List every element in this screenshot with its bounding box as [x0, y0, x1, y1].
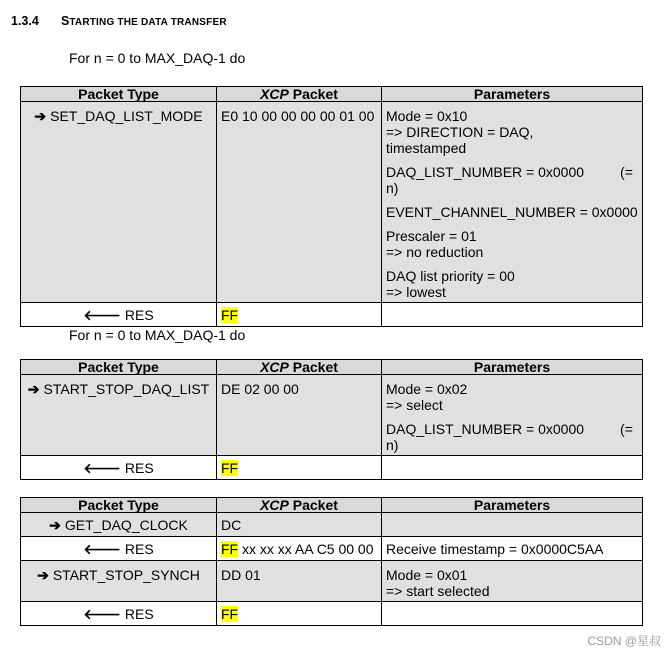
- xcp-packet-cell: DD 01: [217, 561, 382, 602]
- response-parameters-cell: [382, 602, 643, 626]
- packet-type-cell: [21, 102, 217, 303]
- arrow-right-icon: ➔: [27, 381, 40, 397]
- arrow-left-icon: 🡐: [83, 606, 121, 622]
- table-row: [21, 513, 643, 537]
- response-type-cell: 🡐 RES: [21, 602, 217, 626]
- response-parameters-cell: [382, 303, 643, 327]
- parameters-cell: Mode = 0x01 => start selected: [382, 561, 643, 602]
- header-parameters: Parameters: [382, 498, 643, 513]
- arrow-left-icon: 🡐: [83, 541, 121, 557]
- table-row: [21, 303, 643, 327]
- table-row: [21, 561, 643, 602]
- table-row: [21, 537, 643, 561]
- arrow-right-icon: ➔: [37, 567, 49, 583]
- table-daq-clock-synch: [20, 497, 643, 626]
- table-row: [21, 602, 643, 626]
- table-start-stop-daq-list: [20, 359, 643, 480]
- response-packet-cell: FF: [217, 602, 382, 626]
- header-packet-type: Packet Type: [21, 87, 217, 102]
- arrow-left-icon: 🡐: [83, 460, 121, 476]
- table-row: [21, 375, 643, 456]
- command-name: SET_DAQ_LIST_MODE: [50, 108, 203, 124]
- response-type-cell: 🡐 RES: [21, 456, 217, 480]
- section-heading: [11, 14, 227, 28]
- response-packet-cell: FF: [217, 303, 382, 327]
- packet-type-cell: ➔ GET_DAQ_CLOCK: [21, 513, 217, 537]
- packet-type-cell: ➔ START_STOP_DAQ_LIST: [21, 375, 217, 456]
- table-set-daq-list-mode: [20, 86, 643, 327]
- section-title-rest: TARTING THE DATA TRANSFER: [69, 17, 227, 28]
- arrow-right-icon: ➔: [34, 108, 47, 124]
- header-packet-type: Packet Type: [21, 360, 217, 375]
- xcp-packet-cell: E0 10 00 00 00 00 01 00: [217, 102, 382, 303]
- watermark: CSDN @星叔: [587, 634, 661, 648]
- arrow-right-icon: ➔: [49, 517, 61, 533]
- table-row: [21, 102, 643, 303]
- parameters-cell: Mode = 0x10 => DIRECTION = DAQ, timestamped DAQ_LIST_NUMBER = 0x0000 (= n) EVENT_CHANNEL_NUMBER = 0x0000 Prescaler = 01 => no reduction DAQ list priority = 00 => lowest: [382, 102, 643, 303]
- packet-type-cell: ➔ START_STOP_SYNCH: [21, 561, 217, 602]
- response-packet-cell: FF: [217, 456, 382, 480]
- section-number: 1.3.4: [11, 14, 39, 28]
- response-parameters-cell: [382, 456, 643, 480]
- table-row: [21, 456, 643, 480]
- arrow-left-icon: 🡐: [83, 307, 121, 323]
- loop-label-2: For n = 0 to MAX_DAQ-1 do: [69, 327, 246, 343]
- loop-label-1: For n = 0 to MAX_DAQ-1 do: [69, 50, 246, 66]
- parameters-cell: Mode = 0x02 => select DAQ_LIST_NUMBER = 0x0000 (= n): [382, 375, 643, 456]
- section-title-initial: S: [61, 14, 70, 28]
- header-parameters: Parameters: [382, 360, 643, 375]
- header-xcp-packet: XCP Packet: [217, 498, 382, 513]
- response-parameters-cell: Receive timestamp = 0x0000C5AA: [382, 537, 643, 561]
- header-xcp-packet: XCP Packet: [217, 87, 382, 102]
- xcp-packet-cell: DC: [217, 513, 382, 537]
- xcp-packet-cell: DE 02 00 00: [217, 375, 382, 456]
- header-packet-type: Packet Type: [21, 498, 217, 513]
- response-packet-cell: FF xx xx xx AA C5 00 00: [217, 537, 382, 561]
- response-type-cell: 🡐 RES: [21, 537, 217, 561]
- parameters-cell: [382, 513, 643, 537]
- header-parameters: Parameters: [382, 87, 643, 102]
- response-type-cell: 🡐 RES: [21, 303, 217, 327]
- header-xcp-packet: XCP Packet: [217, 360, 382, 375]
